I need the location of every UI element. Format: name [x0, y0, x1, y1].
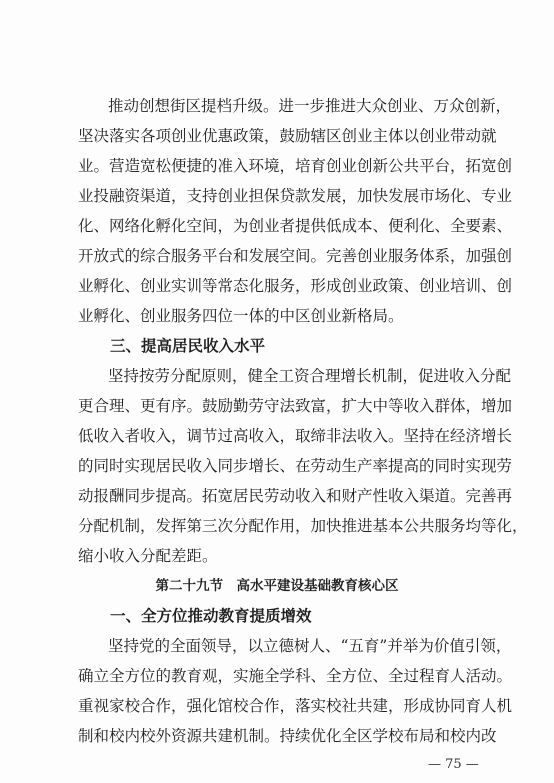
- paragraph-line: 业投融资渠道，支持创业担保贷款发展，加快发展市场化、专业: [78, 187, 513, 205]
- paragraph-line: 推动创想街区提档升级。进一步推进大众创业、万众创新，: [108, 97, 512, 115]
- paragraph-line: 坚决落实各项创业优惠政策，鼓励辖区创业主体以创业带动就: [78, 127, 497, 145]
- paragraph-line: 分配机制，发挥第三次分配作用，加快推进基本公共服务均等化，: [78, 517, 528, 535]
- paragraph-line: 业孵化、创业服务四位一体的中区创业新格局。: [78, 307, 404, 325]
- paragraph-line: 动报酬同步提高。拓宽居民劳动收入和财产性收入渠道。完善再: [78, 487, 513, 505]
- paragraph-line: 缩小收入分配差距。: [78, 547, 218, 565]
- paragraph-line: 低收入者收入，调节过高收入，取缔非法收入。坚持在经济增长: [78, 427, 513, 445]
- paragraph-line: 坚持党的全面领导，以立德树人、“五育”并举为价值引领，: [108, 637, 512, 655]
- page-number: — 75 —: [428, 757, 479, 772]
- paragraph-line: 更合理、更有序。鼓励勤劳守法致富，扩大中等收入群体，增加: [78, 397, 513, 415]
- paragraph-line: 业孵化、创业实训等常态化服务，形成创业政策、创业培训、创: [78, 277, 513, 295]
- paragraph-line: 制和校内校外资源共建机制。持续优化全区学校布局和校内改: [78, 727, 497, 745]
- paragraph-line: 重视家校合作，强化馆校合作，落实校社共建，形成协同育人机: [78, 697, 513, 715]
- paragraph-line: 业。营造宽松便捷的准入环境，培育创业创新公共平台，拓宽创: [78, 157, 513, 175]
- paragraph-line: 坚持按劳分配原则，健全工资合理增长机制，促进收入分配: [108, 367, 512, 385]
- paragraph-line: 的同时实现居民收入同步增长、在劳动生产率提高的同时实现劳: [78, 457, 513, 475]
- paragraph-line: 化、网络化孵化空间，为创业者提供低成本、便利化、全要素、: [78, 217, 513, 235]
- paragraph-line: 开放式的综合服务平台和发展空间。完善创业服务体系，加强创: [78, 247, 513, 265]
- section-title: 第二十九节 高水平建设基础教育核心区: [155, 578, 399, 594]
- paragraph-line: 确立全方位的教育观，实施全学科、全方位、全过程育人活动。: [78, 667, 513, 685]
- heading-education-quality: 一、全方位推动教育提质增效: [110, 607, 312, 625]
- heading-raise-income: 三、提高居民收入水平: [110, 337, 266, 355]
